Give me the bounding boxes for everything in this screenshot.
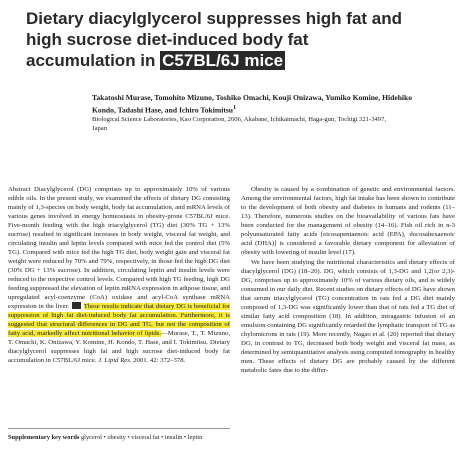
keywords-label: Supplementary key words <box>8 434 80 441</box>
intro-paragraph-1: Obesity is caused by a combination of genetic and environmental factors. Among the environmental factors, high fat intake has been shown to contribute to the development of both obesity and diabetes in humans and rodents (11–13). Therefore, numerous studies on the bioavailability of various fats have been conducted for the management of obesity (14–16). Fish oil rich in n-3 polyunsaturated fatty acids [eicosapentaenoic acid (EPA), docosahexaenoic acid (DHA)] is considered a favorable dietary component for alleviation of obesity with lowering of insulin level (17). <box>241 186 455 256</box>
abstract-citation: —Murase, T., T. Mizuno, T. Omachi, K. Onizawa, Y. Komine, H. Kondo, T. Hase, and I. Tokimitsu. Dietary diacylglycerol suppresses high fat and high sucrose diet-induced body fat accumulation in C57BL/6J mice. <box>8 330 230 364</box>
keywords <box>8 433 230 442</box>
annotation-marker-icon <box>72 302 81 309</box>
title-highlighted-strain: C57BL/6J mice <box>162 51 284 70</box>
article-title <box>26 8 446 71</box>
title-line-2: high sucrose diet-induced body fat <box>26 30 309 49</box>
abstract-citation-journal: J. Lipid Res. <box>98 357 132 364</box>
abstract-highlighted-conclusion: These results indicate that dietary DG is beneficial for suppression of high fat diet-induced body fat accumulation. Furthermore, it is suggested that structural differences in DG and TG, but not the composition of fatty acid, markedly affect nutritional behavior of lipids. <box>8 303 231 337</box>
affiliation: Biological Science Laboratories, Kao Corporation, 2606, Akabane, Ichikaimachi, Haga-gun, Tochigi 321-3497, Japan <box>92 116 387 132</box>
abstract-paragraph <box>8 185 230 365</box>
intro-paragraph-2: We have been studying the nutritional characteristics and dietary effects of diacylglycerol (DG) (18–20). DG, which consists of 1,3-DG and 1,2(or 2,3)-DG, comprises up to approximately 10% of various dietary oils, and is widely consumed in our daily diet. Recent studies on dietary effects of DG have shown that serum triacylglycerol (TG) concentration in rats fed a DG diet mainly composed of 1,3-DG was significantly lower than that of rats fed a TG diet of similar fatty acid composition (18). In addition, intragastric infusion of an emulsion containing DG significantly retarded the lymphatic transport of TG as chylomicrons in rats (19). More recently, Nagao et al. (20) reported that dietary DG, in contrast to TG, decreased both body weight and visceral fat mass, as determined by semiquantitative analysis using computed tomography in healthy men. These effects of dietary DG are probably caused by the different metabolic fates due to the differ- <box>241 259 455 374</box>
title-line-1: Dietary diacylglycerol suppresses high fat and <box>26 9 403 28</box>
abstract-body: Diacylglycerol (DG) comprises up to approximately 10% of various edible oils. In the present study, we examined the effects of dietary DG consisting mainly of 1,3-species on body weight, body fat accumulation, and mRNA levels of various genes involved in energy homeostasis in obesity-prone C57BL/6J mice. Five-month feeding with the high triacylglycerol (TG) diet (30% TG + 13% sucrose) resulted in significant increases in body weight, visceral fat weight, and circulating insulin and leptin levels compared with mice fed the control diet (5% TG). Compared with mice fed the high TG diet, body weight gain and visceral fat weight were reduced by 70% and 79%, respectively, in those fed the high DG diet (30% DG + 13% sucrose). In addition, circulating leptin and insulin levels were reduced to the respective control levels. Compared with high TG feeding, high DG feeding suppressed the elevation of leptin mRNA expression in adipose tissue, and upregulated acyl-coenzyme (CoA) oxidase and acyl-CoA synthase mRNA expression in the liver. <box>8 186 230 310</box>
author-list <box>92 93 437 116</box>
keywords-text: glycerol • obesity • visceral fat • insulin • leptin <box>80 434 203 441</box>
keywords-divider <box>8 428 230 429</box>
abstract-citation-volume: 2001. 42: 372–378. <box>133 357 186 364</box>
title-line-3 <box>26 50 446 71</box>
introduction-column <box>241 185 455 375</box>
abstract-label: Abstract <box>8 186 31 193</box>
title-line-3-text: accumulation in <box>26 51 161 70</box>
author-footnote-mark: 1 <box>233 104 237 111</box>
author-names: Takatoshi Murase, Tomohito Mizuno, Toshiko Omachi, Kouji Onizawa, Yumiko Komine, Hidehiko Kondo, Tadashi Hase, and Ichiro Tokimitsu <box>92 93 413 115</box>
abstract-column <box>8 185 230 365</box>
